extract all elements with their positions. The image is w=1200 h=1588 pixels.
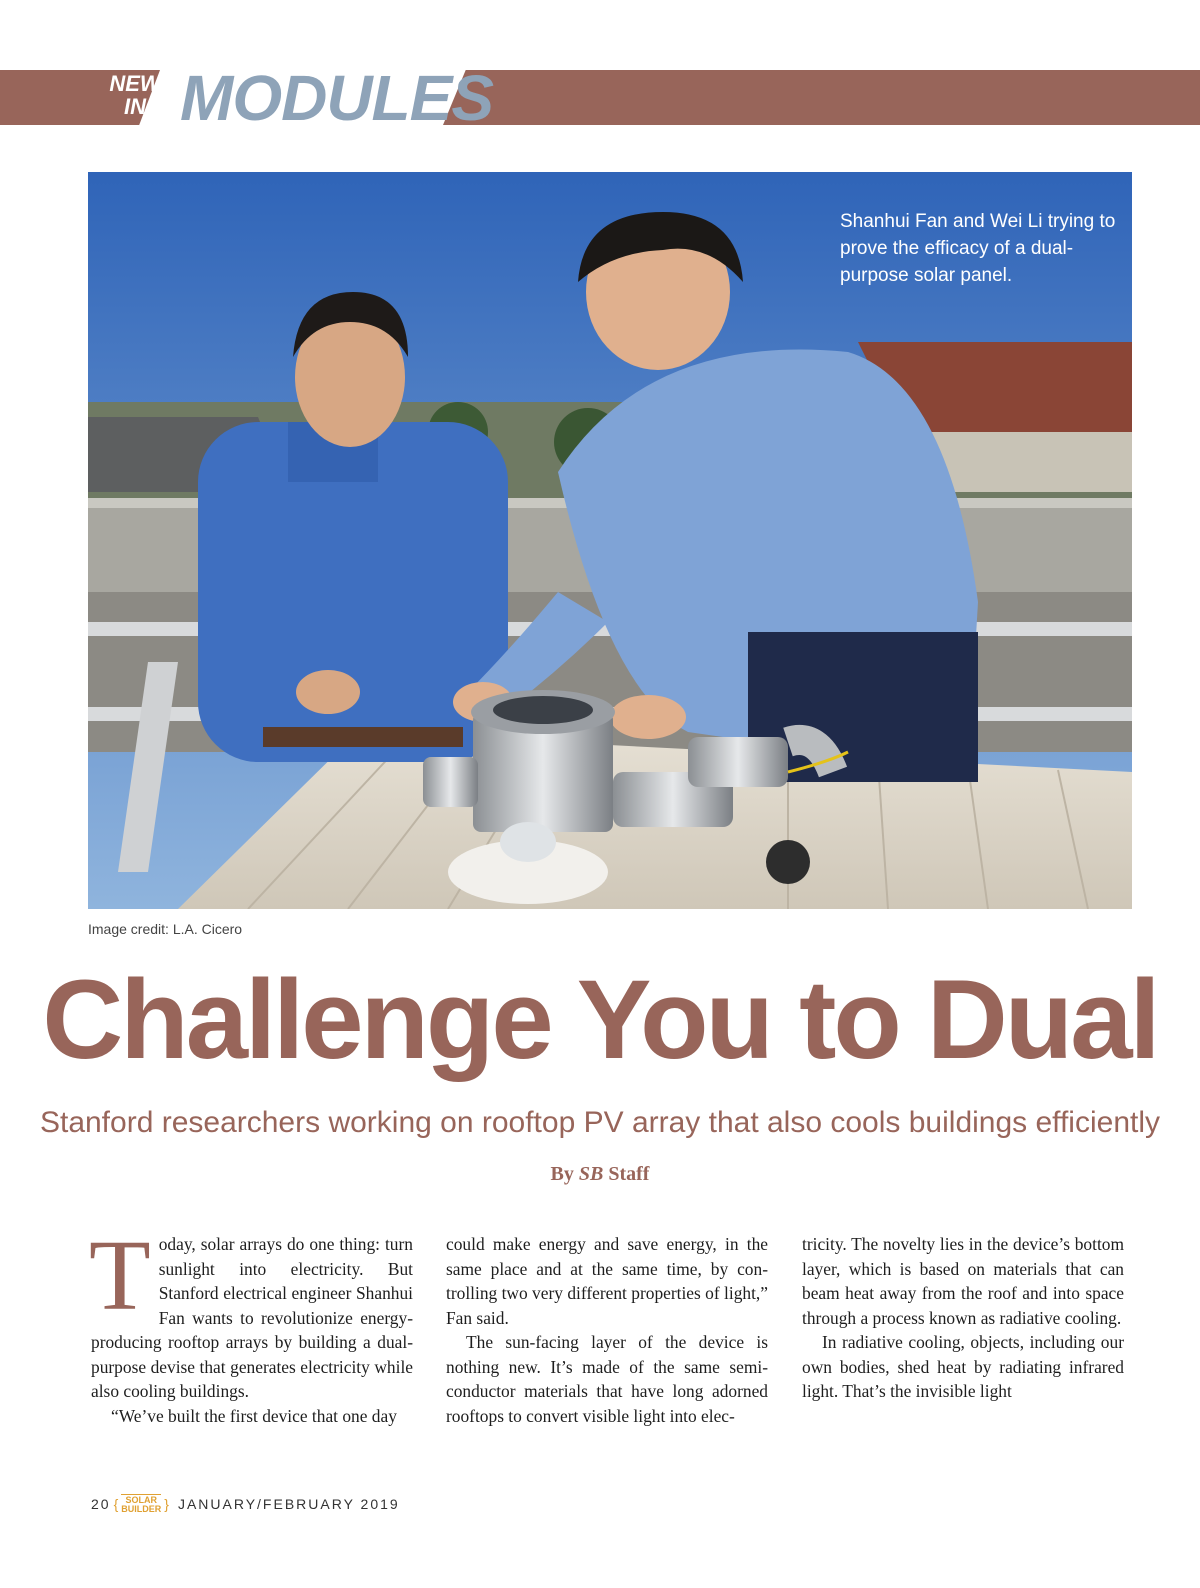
- section-prefix-line2: IN: [124, 94, 146, 119]
- byline-suffix: Staff: [608, 1163, 650, 1185]
- body-column-2: [446, 1232, 768, 1432]
- article-title: Challenge You to Dual: [42, 957, 1158, 1082]
- body-column-3: [802, 1232, 1124, 1432]
- section-banner-right: [443, 70, 1200, 125]
- body-paragraph: The sun-facing layer of the device is nothing new. It’s made of the same semiconductor materials that have long adorned rooftops to convert visible light into elec-: [446, 1332, 768, 1426]
- body-paragraph: tricity. The novelty lies in the device’s bottom layer, which is based on materials that can beam heat away from the roof and into space through a process known as radiative cooling.: [802, 1234, 1124, 1328]
- body-paragraph: In radiative cooling, objects, including our own bodies, shed heat by radiating infrared light. That’s the invisible light: [802, 1332, 1124, 1401]
- article-deck: Stanford researchers working on rooftop PV array that also cools buildings efficiently: [39, 1106, 1161, 1139]
- section-prefix: [104, 72, 166, 118]
- byline: [0, 1163, 1200, 1186]
- brace-left: {: [113, 1496, 119, 1512]
- body-text: oday, solar arrays do one thing: turn sunlight into electricity. But Stanford electrical engineer Shanhui Fan wants to revolutionize energy-producing rooftop arrays by building a dual-purpose devise that generates electricity while also cooling buildings.: [91, 1234, 413, 1401]
- page-footer: [91, 1494, 400, 1514]
- logo-top: SOLAR: [125, 1495, 158, 1505]
- issue-date: JANUARY/FEBRUARY 2019: [177, 1496, 400, 1512]
- body-paragraph: “We’ve built the first device that one day: [111, 1405, 397, 1426]
- body-paragraph: could make energy and save energy, in the same place and at the same time, by controlling two very different properties of light,” Fan said.: [446, 1234, 768, 1328]
- publication-logo: [121, 1494, 161, 1514]
- drop-cap: T: [89, 1219, 151, 1331]
- logo-bottom: BUILDER: [121, 1504, 162, 1514]
- page-number: 20: [91, 1496, 111, 1512]
- article-photo: [88, 172, 1132, 909]
- byline-prefix: By: [550, 1163, 574, 1185]
- body-paragraph: [89, 1219, 413, 1404]
- section-prefix-line1: NEW: [109, 71, 161, 96]
- body-column-1: [89, 1219, 413, 1432]
- photo-caption: Shanhui Fan and Wei Li trying to prove the efficacy of a dual-purpose solar panel.: [840, 211, 1116, 286]
- section-name: MODULES: [180, 62, 493, 134]
- byline-publication: SB: [578, 1163, 604, 1185]
- image-credit: Image credit: L.A. Cicero: [88, 921, 243, 937]
- brace-right: }: [164, 1496, 169, 1512]
